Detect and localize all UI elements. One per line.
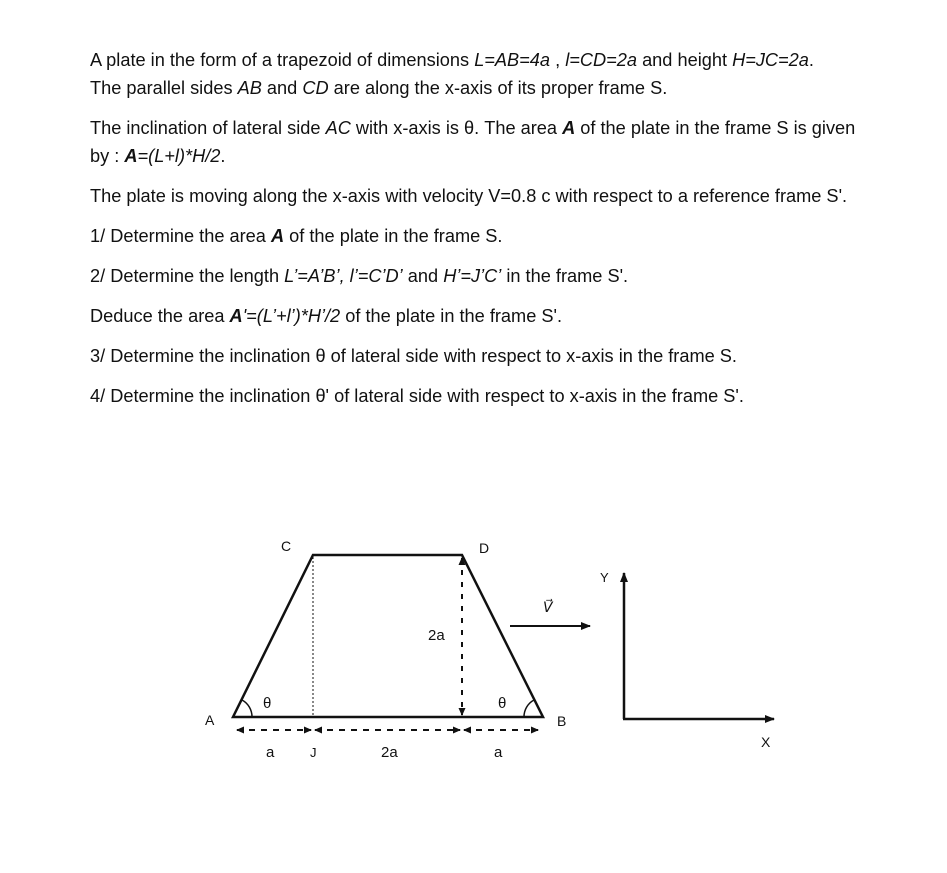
question-4: 4/ Determine the inclination θ' of lateral side with respect to x-axis in the frame S'. xyxy=(90,386,744,406)
area-formula: =(L+l)*H/2 xyxy=(137,146,221,166)
text-segment: 1/ Determine the area xyxy=(90,226,271,246)
area-symbol: A xyxy=(124,146,138,166)
height-label: 2a xyxy=(428,627,445,644)
text-segment: with x-axis is θ. The area xyxy=(350,118,563,138)
side-AB: AB xyxy=(237,78,262,98)
angle-arc-right xyxy=(524,700,534,717)
text-segment: in the frame S'. xyxy=(501,266,629,286)
theta-label-left: θ xyxy=(263,695,272,712)
side-AC: AC xyxy=(325,118,351,138)
dimension-l: l=CD=2a xyxy=(565,50,638,70)
axis-label-x: X xyxy=(761,734,771,750)
text-segment: A plate in the form of a trapezoid of dimensions xyxy=(90,50,475,70)
vertex-label-C: C xyxy=(281,538,292,554)
text-segment: and xyxy=(261,78,303,98)
text-segment: Deduce the area xyxy=(90,306,230,326)
area-symbol: A xyxy=(562,118,576,138)
primed-lengths: L’=A’B’, l’=C’D’ xyxy=(284,266,403,286)
text-segment: of the plate in the frame S is given by : xyxy=(90,118,856,166)
angle-arc-left xyxy=(242,700,252,717)
text-segment: . xyxy=(808,50,814,70)
text-segment: of the plate in the frame S'. xyxy=(340,306,563,326)
text-segment: of the plate in the frame S. xyxy=(284,226,503,246)
dimension-label-right: a xyxy=(494,744,503,761)
primed-height: H’=J’C’ xyxy=(443,266,502,286)
primed-area-formula: '=(L’+l’)*H’/2 xyxy=(242,306,341,326)
side-CD: CD xyxy=(302,78,329,98)
paragraph-velocity: The plate is moving along the x-axis with velocity V=0.8 c with respect to a reference frame S'. xyxy=(90,186,848,206)
dimension-label-middle: 2a xyxy=(381,744,398,761)
point-label-J: J xyxy=(310,745,317,760)
text-segment: are along the x-axis of its proper frame S. xyxy=(328,78,668,98)
vertex-label-B: B xyxy=(557,713,567,729)
question-3: 3/ Determine the inclination θ of lateral side with respect to x-axis in the frame S. xyxy=(90,346,737,366)
text-segment: and height xyxy=(637,50,733,70)
dimension-L: L=AB=4a xyxy=(474,50,551,70)
trapezoid-plate xyxy=(233,555,543,717)
dimension-H: H=JC=2a xyxy=(732,50,809,70)
axis-label-y: Y xyxy=(600,570,609,585)
text-segment: and xyxy=(402,266,444,286)
text-segment: 2/ Determine the length xyxy=(90,266,285,286)
area-symbol: A xyxy=(229,306,243,326)
vertex-label-D: D xyxy=(479,540,490,556)
text-segment: . xyxy=(220,146,226,166)
dimension-label-left: a xyxy=(266,744,275,761)
area-symbol: A xyxy=(270,226,285,246)
velocity-label: V⃗ xyxy=(543,599,553,615)
theta-label-right: θ xyxy=(498,695,507,712)
text-segment: The parallel sides xyxy=(90,78,238,98)
text-segment: , xyxy=(550,50,566,70)
vertex-label-A: A xyxy=(205,712,215,728)
text-segment: The inclination of lateral side xyxy=(90,118,326,138)
